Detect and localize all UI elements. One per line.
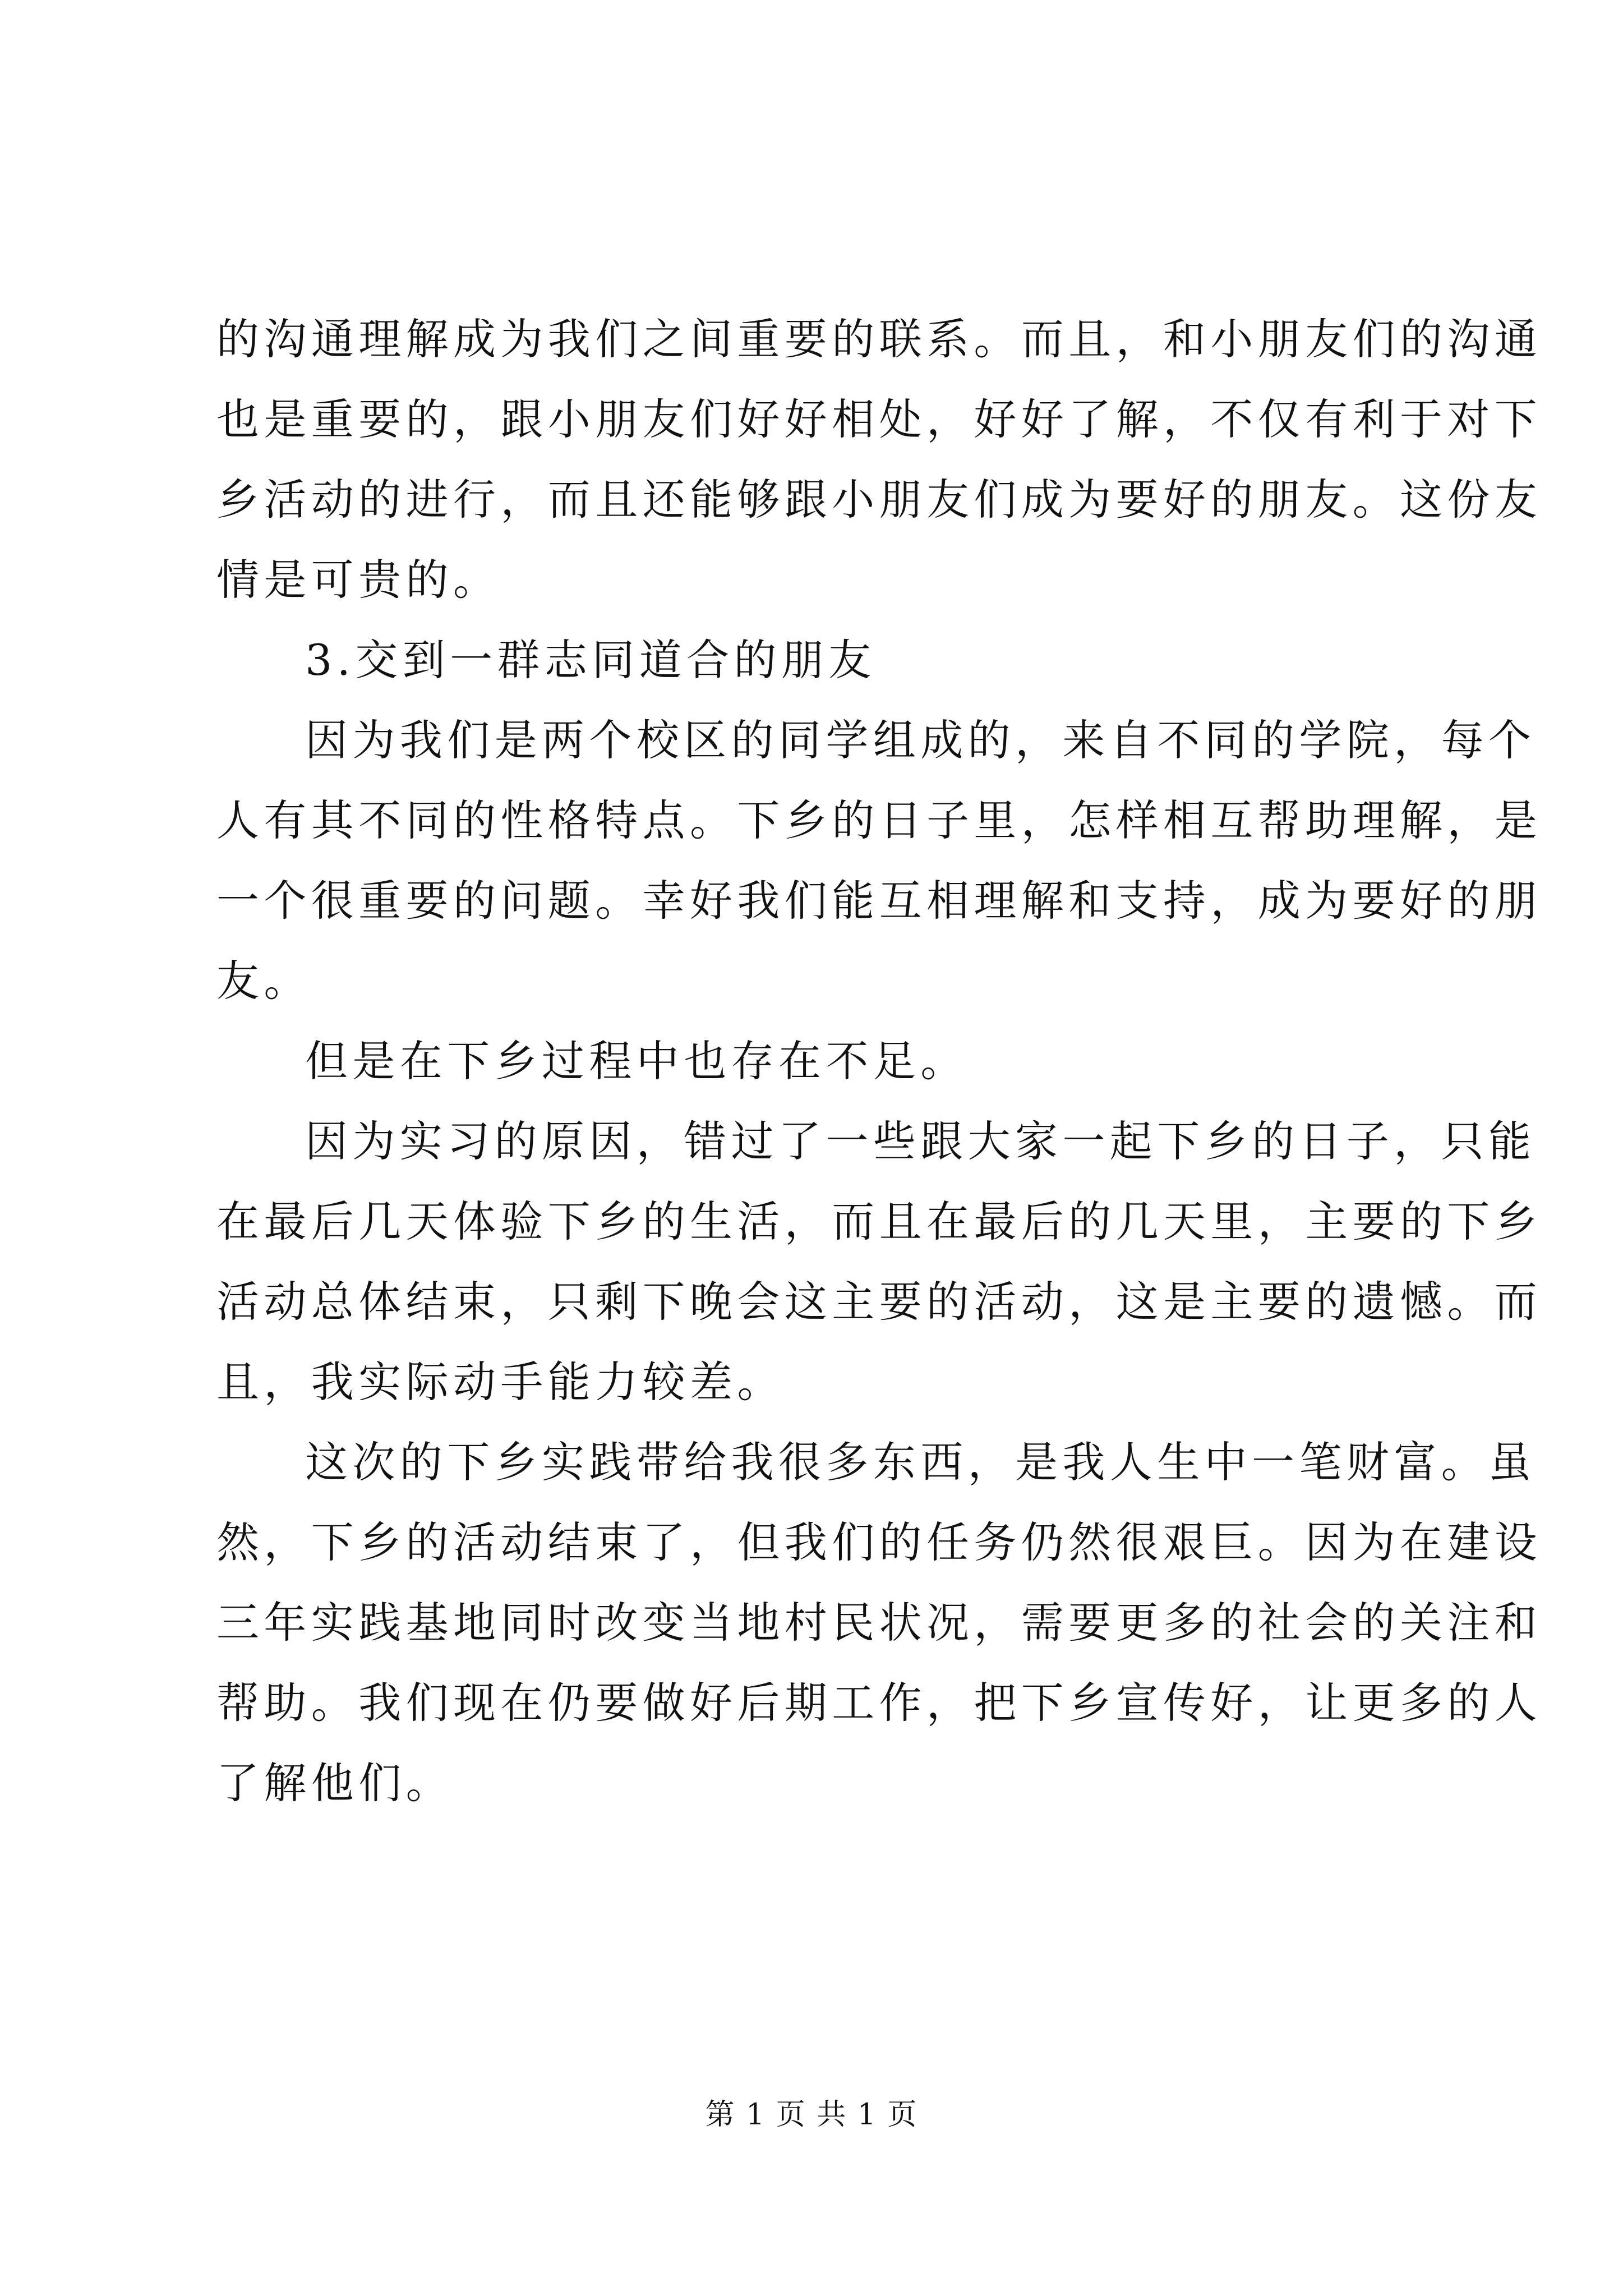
- body-text-line: 也是重要的，跟小朋友们好好相处，好好了解，不仅有利于对下: [216, 394, 1542, 444]
- body-text-line: 然，下乡的活动结束了，但我们的任务仍然很艰巨。因为在建设: [216, 1517, 1542, 1567]
- body-text-line: 情是可贵的。: [216, 555, 501, 605]
- body-text-line: 人有其不同的性格特点。下乡的日子里，怎样相互帮助理解，是: [216, 795, 1542, 845]
- body-text-line: 了解他们。: [216, 1758, 453, 1808]
- body-text-line: 三年实践基地同时改变当地村民状况，需要更多的社会的关注和: [216, 1598, 1542, 1648]
- body-text-line: 乡活动的进行，而且还能够跟小朋友们成为要好的朋友。这份友: [216, 475, 1542, 524]
- section-heading: 3.交到一群志同道合的朋友: [305, 635, 876, 685]
- body-text-line: 因为实习的原因，错过了一些跟大家一起下乡的日子，只能: [305, 1116, 1536, 1166]
- body-text-line: 的沟通理解成为我们之间重要的联系。而且，和小朋友们的沟通: [216, 314, 1542, 364]
- body-text-line: 活动总体结束，只剩下晚会这主要的活动，这是主要的遗憾。而: [216, 1277, 1542, 1327]
- body-text-line: 因为我们是两个校区的同学组成的，来自不同的学院，每个: [305, 715, 1536, 765]
- body-text-line: 这次的下乡实践带给我很多东西，是我人生中一笔财富。虽: [305, 1437, 1536, 1487]
- body-text-line: 但是在下乡过程中也存在不足。: [305, 1036, 968, 1086]
- page-footer: 第 1 页 共 1 页: [705, 2098, 918, 2132]
- body-text-line: 友。: [216, 956, 311, 1006]
- body-text-line: 帮助。我们现在仍要做好后期工作，把下乡宣传好，让更多的人: [216, 1678, 1542, 1728]
- body-text-line: 且，我实际动手能力较差。: [216, 1357, 785, 1407]
- body-text-line: 一个很重要的问题。幸好我们能互相理解和支持，成为要好的朋: [216, 876, 1542, 926]
- body-text-line: 在最后几天体验下乡的生活，而且在最后的几天里，主要的下乡: [216, 1197, 1542, 1246]
